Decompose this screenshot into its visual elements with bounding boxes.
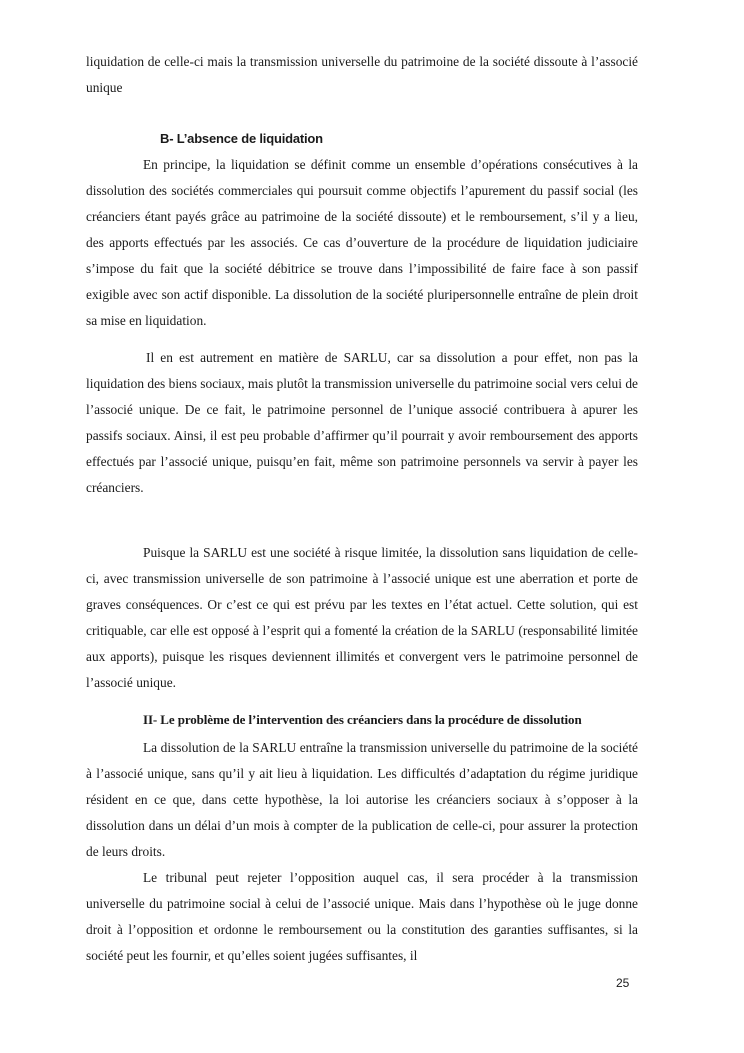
paragraph-3-block xyxy=(86,540,638,696)
intro-block xyxy=(86,49,638,101)
paragraph-2-block xyxy=(86,345,638,501)
section-ii-heading: II- Le problème de l’intervention des créanciers dans la procédure de dissolution xyxy=(143,712,582,727)
section-b-heading: B- L’absence de liquidation xyxy=(160,131,323,146)
intro-paragraph: liquidation de celle-ci mais la transmission universelle du patrimoine de la société dissoute à l’associé unique xyxy=(86,54,638,95)
page-number: 25 xyxy=(616,976,630,990)
paragraph-3: Puisque la SARLU est une société à risque limitée, la dissolution sans liquidation de celle-ci, avec transmission universelle de son patrimoine à l’associé unique est une aberration et porte de graves conséquences. Or c’est ce qui est prévu par les textes en l’état actuel. Cette solution, qui est critiquable, car elle est opposé à l’esprit qui a fomenté la création de la SARLU (responsabilité limitée aux apports), puisque les risques deviennent illimités et convergent vers le patrimoine personnel de l’associé unique. xyxy=(86,545,638,690)
paragraph-1: En principe, la liquidation se définit comme un ensemble d’opérations consécutives à la dissolution des sociétés commerciales qui poursuit comme objectifs l’apurement du passif social (les créanciers étant payés grâce au patrimoine de la société dissoute) et le remboursement, s’il y a lieu, des apports effectués par les associés. Ce cas d’ouverture de la procédure de liquidation judiciaire s’impose du fait que la société débitrice se trouve dans l’impossibilité de faire face à son passif exigible avec son actif disponible. La dissolution de la société pluripersonnelle entraîne de plein droit sa mise en liquidation. xyxy=(86,157,638,328)
paragraph-4: La dissolution de la SARLU entraîne la transmission universelle du patrimoine de la société à l’associé unique, sans qu’il y ait lieu à liquidation. Les difficultés d’adaptation du régime juridique résident en ce que, dans cette hypothèse, la loi autorise les créanciers sociaux à s’opposer à la dissolution dans un délai d’un mois à compter de la publication de celle-ci, pour assurer la protection de leurs droits. xyxy=(86,740,638,859)
paragraph-2: Il en est autrement en matière de SARLU, car sa dissolution a pour effet, non pas la liquidation des biens sociaux, mais plutôt la transmission universelle du patrimoine social vers celui de l’associé unique. De ce fait, le patrimoine personnel de l’unique associé contribuera à apurer les passifs sociaux. Ainsi, il est peu probable d’affirmer qu’il pourrait y avoir remboursement des apports effectués par l’associé unique, puisqu’en fait, même son patrimoine personnels va servir à payer les créanciers. xyxy=(86,350,638,495)
paragraph-1-block xyxy=(86,152,638,334)
paragraph-4-block xyxy=(86,735,638,969)
paragraph-5: Le tribunal peut rejeter l’opposition auquel cas, il sera procéder à la transmission universelle du patrimoine social à celui de l’associé unique. Mais dans l’hypothèse où le juge donne droit à l’opposition et ordonne le remboursement ou la constitution des garanties suffisantes, si la société peut les fournir, et qu’elles soient jugées suffisantes, il xyxy=(86,870,638,963)
